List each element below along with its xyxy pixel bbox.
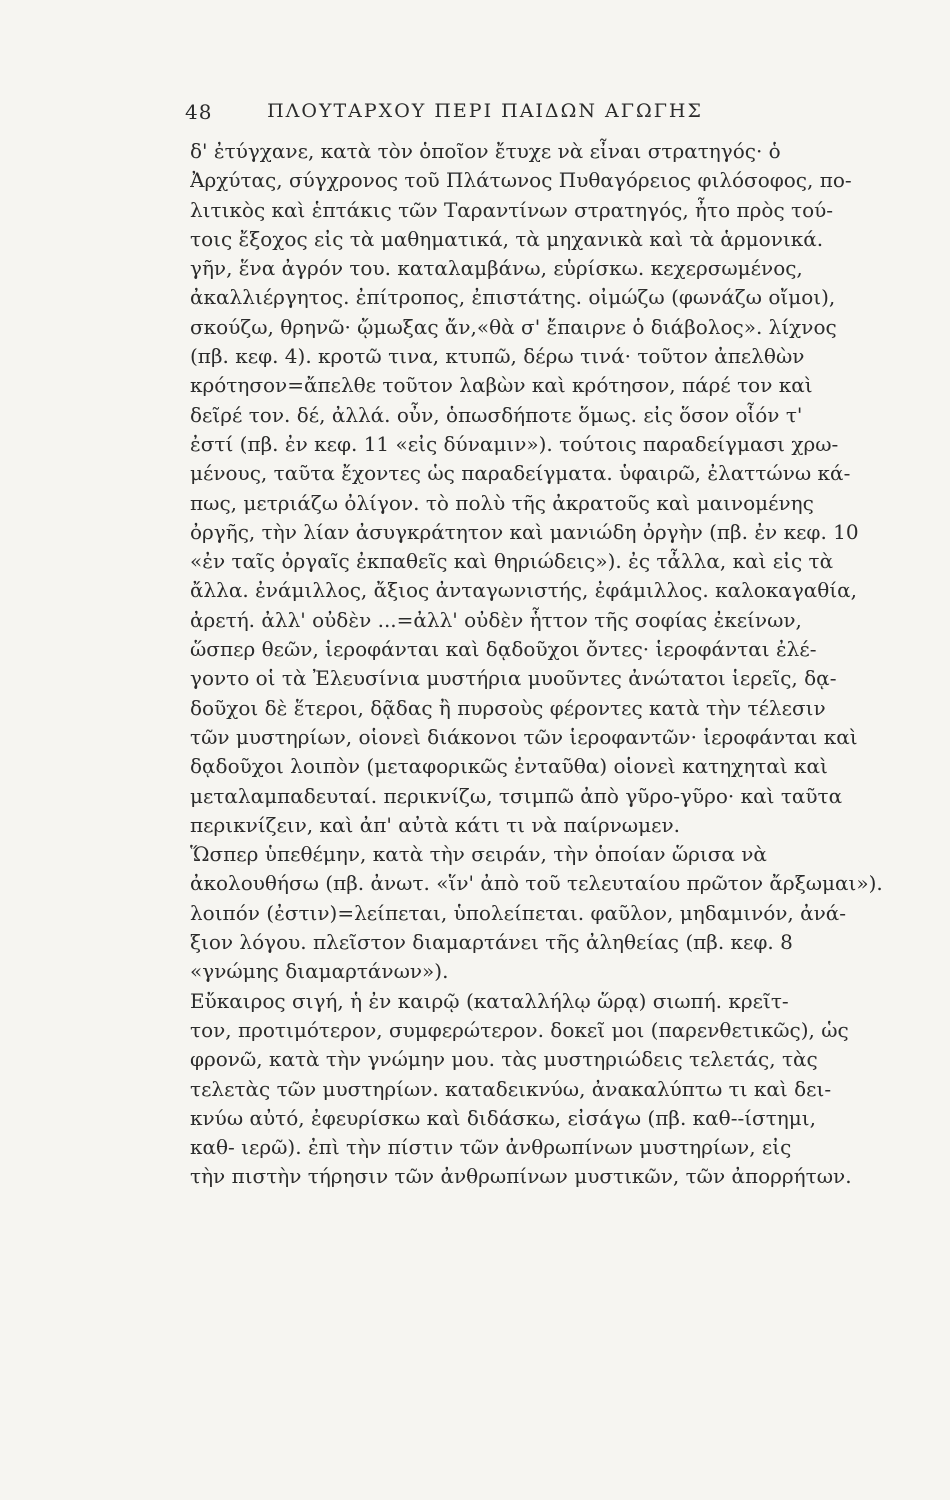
text-line: λιτικὸς καὶ ἑπτάκις τῶν Ταραντίνων στρατηγός, ἦτο πρὸς τού- xyxy=(190,197,834,222)
text-line: φρονῶ, κατὰ τὴν γνώμην μου. τὰς μυστηριώδεις τελετάς, τὰς xyxy=(190,1047,818,1072)
text-line: καθ- ιερῶ). ἐπὶ τὴν πίστιν τῶν ἀνθρωπίνων μυστηρίων, εἰς xyxy=(190,1135,792,1160)
text-line: κρότησον=ἄπελθε τοῦτον λαβὼν καὶ κρότησον, πάρέ τον καὶ xyxy=(190,373,813,398)
text-line: ὀργῆς, τὴν λίαν ἀσυγκράτητον καὶ μανιώδη ὀργὴν (πβ. ἐν κεφ. 10 xyxy=(190,519,859,544)
text-line: Ὥσπερ ὑπεθέμην, κατὰ τὴν σειράν, τὴν ὁποίαν ὥρισα νὰ xyxy=(190,842,767,867)
text-line: Εὔκαιρος σιγή, ἡ ἐν καιρῷ (καταλλήλῳ ὥρᾳ) σιωπή. κρεῖτ- xyxy=(190,988,789,1013)
text-line: μεταλαμπαδευταί. περικνίζω, τσιμπῶ ἀπὸ γῦρο-γῦρο· καὶ ταῦτα xyxy=(190,783,843,808)
text-line: κνύω αὐτό, ἐφευρίσκω καὶ διδάσκω, εἰσάγω (πβ. καθ--ίστημι, xyxy=(190,1105,816,1130)
text-line: ἀρετή. ἀλλ' οὐδὲν ...=ἀλλ' οὐδὲν ἧττον τῆς σοφίας ἐκείνων, xyxy=(190,607,802,632)
text-line: (πβ. κεφ. 4). κροτῶ τινα, κτυπῶ, δέρω τινά· τοῦτον ἀπελθὼν xyxy=(190,344,805,369)
text-line: περικνίζειν, καὶ ἀπ' αὐτὰ κάτι τι νὰ παίρνωμεν. xyxy=(190,812,680,837)
text-line: σκούζω, θρηνῶ· ᾤμωξας ἄν,«θὰ σ' ἔπαιρνε ὁ διάβολος». λίχνος xyxy=(190,314,837,339)
text-line: δᾳδοῦχοι λοιπὸν (μεταφορικῶς ἐνταῦθα) οἱονεὶ κατηχηταὶ καὶ xyxy=(190,754,828,779)
text-line: ἄλλα. ἐνάμιλλος, ἄξιος ἀνταγωνιστής, ἐφάμιλλος. καλοκαγαθία, xyxy=(190,578,858,603)
text-line: τελετὰς τῶν μυστηρίων. καταδεικνύω, ἀνακαλύπτω τι καὶ δει- xyxy=(190,1076,832,1101)
text-line: γῆν, ἕνα ἀγρόν του. καταλαμβάνω, εὑρίσκω. κεχερσωμένος, xyxy=(190,256,803,281)
text-line: δοῦχοι δὲ ἕτεροι, δᾷδας ἢ πυρσοὺς φέροντες κατὰ τὴν τέλεσιν xyxy=(190,695,826,720)
text-line: δ' ἐτύγχανε, κατὰ τὸν ὁποῖον ἔτυχε νὰ εἶναι στρατηγός· ὁ xyxy=(190,139,781,163)
text-line: πως, μετριάζω ὀλίγον. τὸ πολὺ τῆς ἀκρατοῦς καὶ μαινομένης xyxy=(190,490,814,515)
text-line: τὴν πιστὴν τήρησιν τῶν ἀνθρωπίνων μυστικῶν, τῶν ἀπορρήτων. xyxy=(190,1164,852,1189)
text-line: μένους, ταῦτα ἔχοντες ὡς παραδείγματα. ὑφαιρῶ, ἐλαττώνω κά- xyxy=(190,461,851,486)
text-line: ἐστί (πβ. ἐν κεφ. 11 «εἰς δύναμιν»). τούτοις παραδείγμασι χρω- xyxy=(190,431,839,456)
text-line: δεῖρέ τον. δέ, ἀλλά. οὖν, ὁπωσδήποτε ὅμως. εἰς ὅσον οἷόν τ' xyxy=(190,402,803,427)
text-line: «ἐν ταῖς ὀργαῖς ἐκπαθεῖς καὶ θηριώδεις»). ἐς τἆλλα, καὶ εἰς τὰ xyxy=(190,549,834,574)
text-line: ὥσπερ θεῶν, ἱεροφάνται καὶ δᾳδοῦχοι ὄντες· ἱεροφάνται ἐλέ- xyxy=(190,637,817,662)
page-header xyxy=(185,100,785,130)
text-line: λοιπόν (ἐστιν)=λείπεται, ὑπολείπεται. φαῦλον, μηδαμινόν, ἀνά- xyxy=(190,900,847,925)
text-line: γοντο οἱ τὰ Ἐλευσίνια μυστήρια μυοῦντες ἀνώτατοι ἱερεῖς, δᾳ- xyxy=(190,666,837,691)
text-line: «γνώμης διαμαρτάνων»). xyxy=(190,959,449,984)
text-line: τοις ἔξοχος εἰς τὰ μαθηματικά, τὰ μηχανικὰ καὶ τὰ ἁρμονικά. xyxy=(190,226,824,251)
commentary-text xyxy=(190,137,910,1192)
text-line: τῶν μυστηρίων, οἱονεὶ διάκονοι τῶν ἱεροφαντῶν· ἱεροφάνται καὶ xyxy=(190,724,858,749)
text-line: ἀκαλλιέργητος. ἐπίτροπος, ἐπιστάτης. οἰμώζω (φωνάζω οἴμοι), xyxy=(190,285,836,310)
text-line: ξιον λόγου. πλεῖστον διαμαρτάνει τῆς ἀληθείας (πβ. κεφ. 8 xyxy=(190,930,793,955)
running-title: ΠΛΟΥΤΑΡΧΟΥ ΠΕΡΙ ΠΑΙΔΩΝ ΑΓΩΓΗΣ xyxy=(267,100,703,122)
text-line: Ἀρχύτας, σύγχρονος τοῦ Πλάτωνος Πυθαγόρειος φιλόσοφος, πο- xyxy=(190,168,852,193)
text-line: τον, προτιμότερον, συμφερώτερον. δοκεῖ μοι (παρενθετικῶς), ὡς xyxy=(190,1017,849,1042)
text-line: ἀκολουθήσω (πβ. ἀνωτ. «ἵν' ἀπὸ τοῦ τελευταίου πρῶτον ἄρξωμαι»). xyxy=(190,871,883,896)
page-number: 48 xyxy=(185,100,213,124)
